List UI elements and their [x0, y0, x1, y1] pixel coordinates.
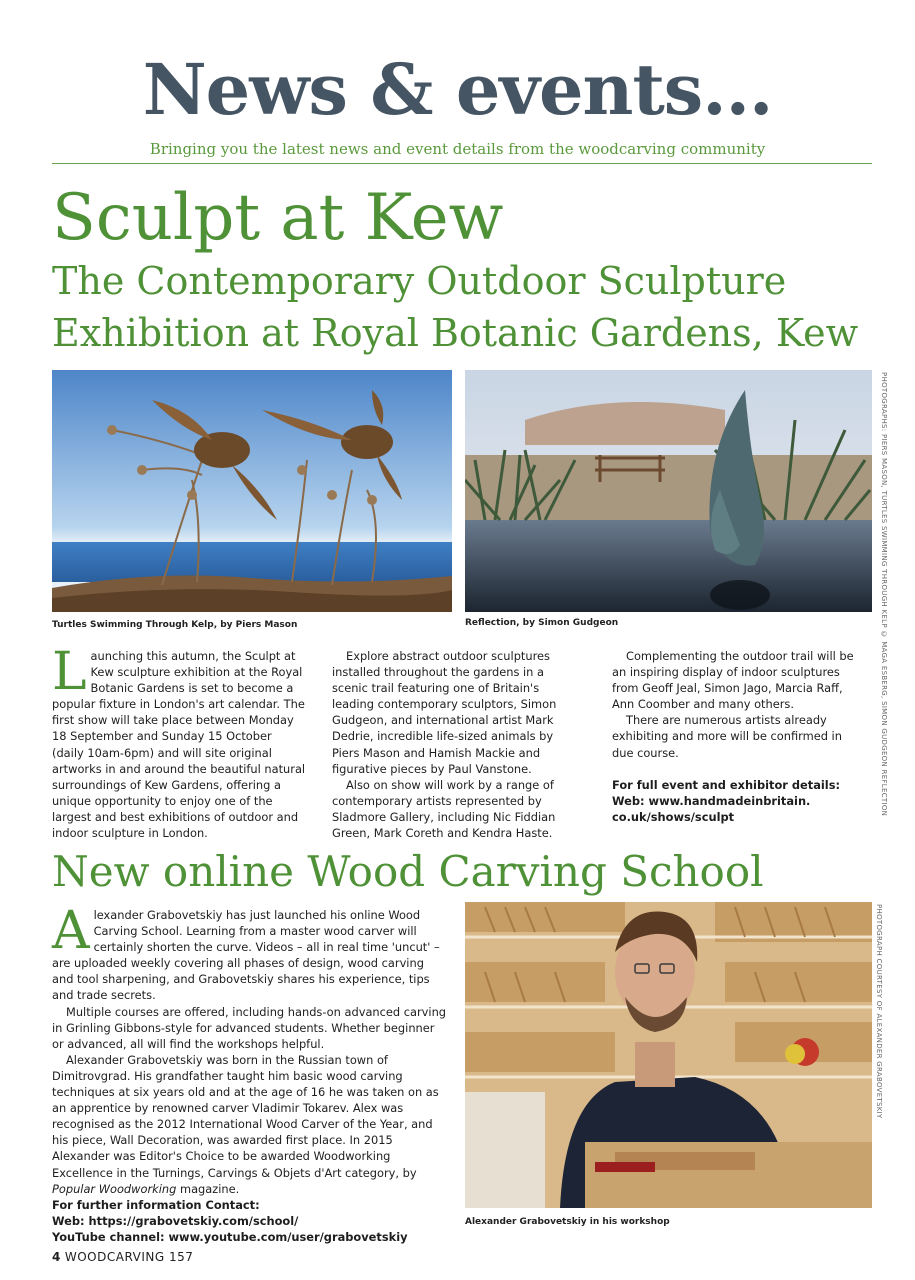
school-paragraph-3-start: Alexander Grabovetskiy was born in the Russian town of Dimitrovgrad. His grandfather taught him basic wood carving techniques at six years old and at the age of 16 he was taken on as an apprentice by renowned carver Vladimir Tokarev. Alex was recognised as the 2012 International Wood Carver of the Year, and his piece, Wall Decoration, was awarded first place. In 2015 Alexander was Editor's Choice to be awarded Woodworking Excellence in the Turnings, Carvings & Objets d'Art category, by [52, 1052, 439, 1180]
school-contact-web: Web: https://grabovetskiy.com/school/ [52, 1213, 299, 1228]
school-paragraph-3-end: magazine. [179, 1181, 240, 1196]
school-paragraph-1: lexander Grabovetskiy has just launched his online Wood Carving School. Learning from a master wood carver will certainly shorten the curve. Videos – all in real time 'uncut' – are uploaded weekly covering all phases of design, wood carving and tool sharpening, and Grabovetskiy shares his experience, tips and trade secrets. [52, 908, 440, 1003]
kew-col2-paragraph-1: Explore abstract outdoor sculptures installed throughout the gardens in a scenic trail featuring one of Britain's leading contemporary sculptors, Simon Gudgeon, and international artist Mark Dedrie, incredible life-sized animals by Piers Mason and Hamish Mackie and figurative pieces by Paul Vanstone. [332, 649, 557, 776]
turtles-photo-caption: Turtles Swimming Through Kelp, by Piers Mason [52, 620, 298, 630]
turtles-sculpture-photo [52, 370, 452, 612]
workshop-portrait-photo [465, 902, 872, 1208]
kew-article-subtitle-line1: The Contemporary Outdoor Sculpture [52, 259, 787, 303]
workshop-photo-credit: PHOTOGRAPH COURTESY OF ALEXANDER GRABOVETSKIY [875, 904, 883, 1119]
kew-article-subtitle-line2: Exhibition at Royal Botanic Gardens, Kew [52, 311, 859, 355]
kew-details-web: Web: www.handmadeinbritain. [612, 793, 811, 808]
page-subtitle: Bringing you the latest news and event details from the woodcarving community [149, 140, 766, 158]
kew-col2-paragraph-2: Also on show will work by a range of contemporary artists represented by Sladmore Gallery, including Nic Fiddian Green, Mark Coreth and Kendra Haste. [332, 777, 556, 841]
kew-col3-paragraph-1: Complementing the outdoor trail will be an inspiring display of indoor sculptures from Geoff Jeal, Simon Jago, Marcia Raff, Ann Coomber and many others. [612, 649, 854, 712]
kew-col1-text: aunching this autumn, the Sculpt at Kew sculpture exhibition at the Royal Botanic Gardens is set to become a popular fixture in London's art calendar. The first show will take place between Monday 18 September and Sunday 15 October (daily 10am-6pm) and will site original artworks in and around the beautiful natural surroundings of Kew Gardens, offering a unique opportunity to enjoy one of the largest and best exhibitions of outdoor and indoor sculpture in London. [52, 649, 306, 841]
school-paragraph-3 [52, 1052, 447, 1197]
school-contact-youtube: YouTube channel: www.youtube.com/user/grabovetskiy [52, 1229, 408, 1244]
page-footer [52, 1250, 193, 1264]
kew-column-3 [612, 648, 857, 825]
header-divider [52, 163, 872, 164]
kew-column-2 [332, 648, 582, 841]
kew-details-web-2: co.uk/shows/sculpt [612, 809, 735, 824]
school-paragraph-2: Multiple courses are offered, including hands-on advanced carving in Grinling Gibbons-style for advanced students. Whether beginner or advanced, all will find the workshops helpful. [52, 1004, 447, 1051]
page-number: 4 [52, 1250, 61, 1264]
page-title: News & events... [142, 48, 773, 131]
magazine-name: Popular Woodworking [52, 1181, 177, 1196]
kew-details-label: For full event and exhibitor details: [612, 777, 841, 792]
kew-dropcap: L [52, 642, 87, 702]
kew-photo-credit: PHOTOGRAPHS: PIERS MASON, TURTLES SWIMMING THROUGH KELP © MAGA ESBERG, SIMON GUDGEON REFLECTION [880, 372, 888, 817]
reflection-sculpture-photo [465, 370, 872, 612]
school-article-title: New online Wood Carving School [52, 847, 764, 896]
kew-article-title: Sculpt at Kew [52, 181, 504, 255]
kew-col3-paragraph-2: There are numerous artists already exhibiting and more will be confirmed in due course. [612, 713, 842, 760]
workshop-photo-caption: Alexander Grabovetskiy in his workshop [465, 1217, 670, 1227]
magazine-issue: WOODCARVING 157 [64, 1250, 194, 1264]
school-contact-label: For further information Contact: [52, 1197, 260, 1212]
school-dropcap: A [52, 901, 90, 961]
kew-column-1 [52, 642, 307, 841]
reflection-photo-caption: Reflection, by Simon Gudgeon [465, 618, 619, 628]
school-article-body [52, 901, 447, 1245]
